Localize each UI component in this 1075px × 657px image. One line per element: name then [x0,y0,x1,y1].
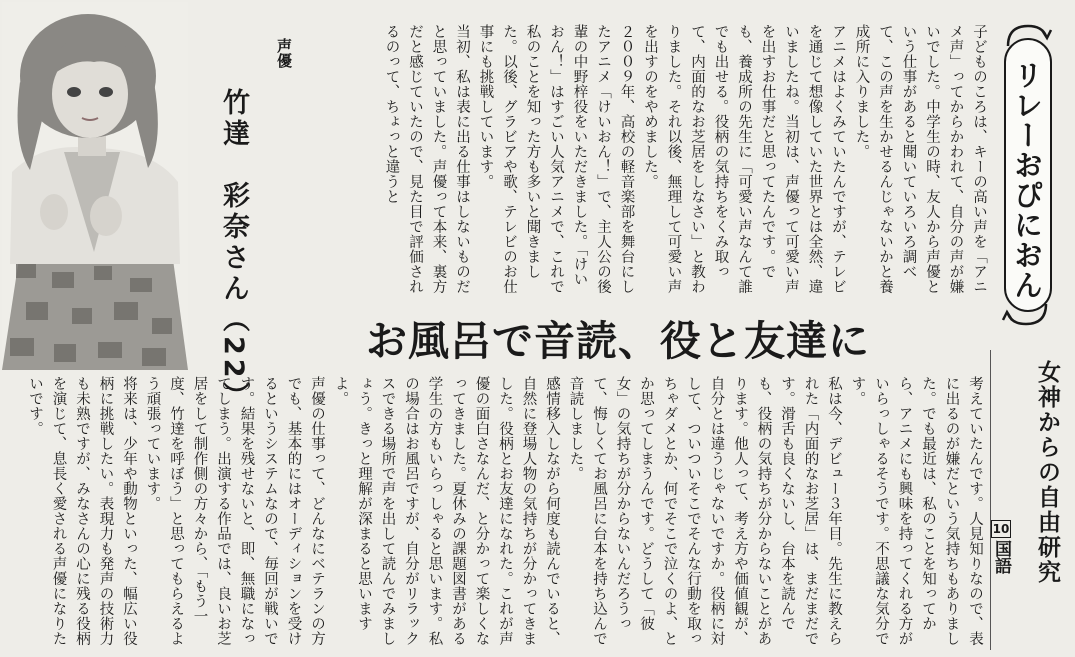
article-upper-text: 子どものころは、キーの高い声を「アニメ声」ってからかわれて、自分の声が嫌いでした。中学生の時、友人から声優という仕事があると聞いていろいろ調べて、この声を生かせるんじゃないかと養成所に入りました。 アニメはよくみていたんですが、テレビを通じて想像していた世界とは全然、違いましたね。当初は、声優って可愛い声を出すお仕事だと思ってたんです。でも、養成所の先生に「可愛い声なんて誰でも出せる。役柄の気持ちをくみ取って、内面的なお芝居をしなさい」と教わりました。それ以後、無理して可愛い声を出すのをやめました。 ２００９年、高校の軽音楽部を舞台にしたアニメ「けいおん！」で、主人公の後輩の中野梓役をいただきました。「けいおん！」はすごい人気アニメで、これで私のことを知った方も多いと聞きました。以後、グラビアや歌、テレビのお仕事にも挑戦しています。 当初、私は表に出る仕事はしないものだと思っていました。声優って本来、裏方だと感じていたので、見た目で評価されるのって、ちょっと違うと [383,24,987,294]
series-title: 女神からの自由研究 [1034,360,1060,585]
headline: お風呂で音読、役と友達に [366,317,870,365]
subject-name: 国語 [991,540,1011,574]
person-name: 竹達 彩奈さん（22） [218,88,249,413]
article-lower-text: 考えていたんです。人見知りなので、表に出るのが嫌だという気持ちもありました。でも最近は、私のことを知ってから、アニメにも興味を持ってくれる方がいらっしゃるそうです。不思議な気分です。 私は今、デビュー３年目。先生に教えられた「内面的なお芝居」は、まだまだです。滑舌も良くないし、台本を読んでも、役柄の気持ちが分からないことがあります。他人って、考え方や価値観が、自分とは違うじゃないですか。役柄に対して、ついついそこでそんな行動を取っちゃダメとか、何でそこで泣くのよ、とか思ってしまうんです。どうして「彼女」の気持ちが分からないんだろうって、悔しくてお風呂に台本を持ち込んで音読しました。 感情移入しながら何度も読んでいると、自然に登場人物の気持ちが分かってきました。役柄とお友達になれた。これが声優の面白さなんだ、と分かって楽しくなってきました。夏休みの課題図書がある学生の方もいらっしゃると思います。私の場合はお風呂ですが、自分がリラックスできる場所で声を出して読んでみましょう。きっと理解が深まると思いますよ。 声優の仕事って、どんなにベテランの方でも、基本的にはオーディションを受けるというシステムなので、毎回が戦いです。結果を残せないと、即、無職になってしまう。出演する作品では、良いお芝居をして制作側の方々から、「もう一度、竹達を呼ぼう」と思ってもらえるよう頑張っています。 将来は、少年や動物といった、幅広い役柄に挑戦したい。表現力も発声の技術力も未熟ですが、みなさんの心に残る役柄を演じて、息長く愛される声優になりたいです。 [27,376,983,646]
divider [990,350,991,650]
portrait-photo [2,2,188,370]
column-title: リレーおぴにおん [1010,60,1044,300]
arrow-icon [998,300,1056,330]
subject-label [990,520,1014,574]
person-role: 声優 [275,38,293,68]
subject-number: 10 [992,522,1010,536]
relay-opinion-logo [998,20,1056,320]
